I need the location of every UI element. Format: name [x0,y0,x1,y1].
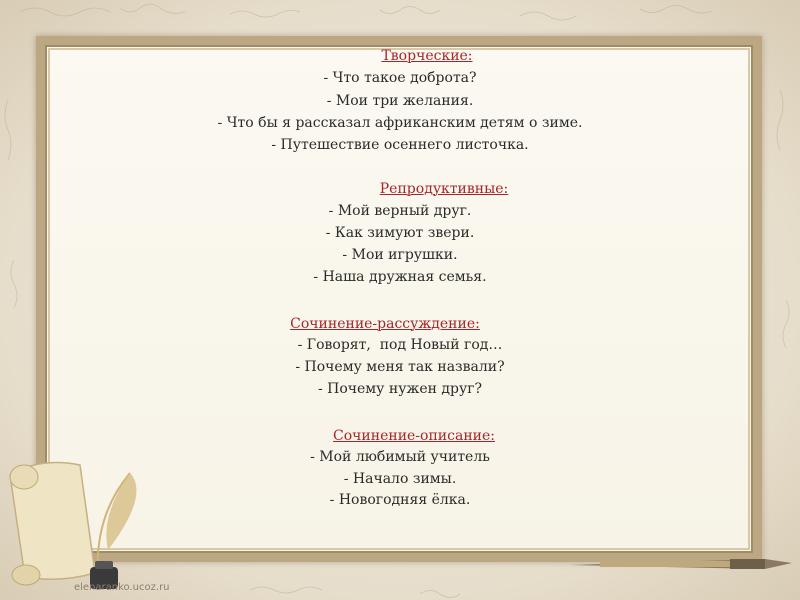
list-item: - Говорят, под Новый год… [297,337,503,353]
list-item: - Почему нужен друг? [317,381,483,397]
list-item: - Почему меня так назвали? [295,359,505,375]
section-heading-description: Сочинение-описание: [333,428,495,444]
list-item: - Наша дружная семья. [313,269,487,285]
list-item: - Что бы я рассказал африканским детям о зиме. [217,115,583,131]
list-item: - Новогодняя ёлка. [329,492,471,508]
list-item: - Мой верный друг. [328,203,472,219]
list-item: - Путешествие осеннего листочка. [271,137,529,153]
section-heading-reasoning: Сочинение-рассуждение: [290,316,480,332]
list-item: - Мои игрушки. [342,247,458,263]
list-item: - Что такое доброта? [323,70,477,86]
list-item: - Начало зимы. [343,471,457,487]
list-item: - Мои три желания. [326,93,474,109]
section-heading-reproductive: Репродуктивные: [379,181,509,197]
list-item: - Мой любимый учитель [310,449,490,465]
section-heading-creative: Творческие: [381,48,473,64]
site-watermark: elenaranko.ucoz.ru [74,582,170,593]
list-item: - Как зимуют звери. [325,225,475,241]
